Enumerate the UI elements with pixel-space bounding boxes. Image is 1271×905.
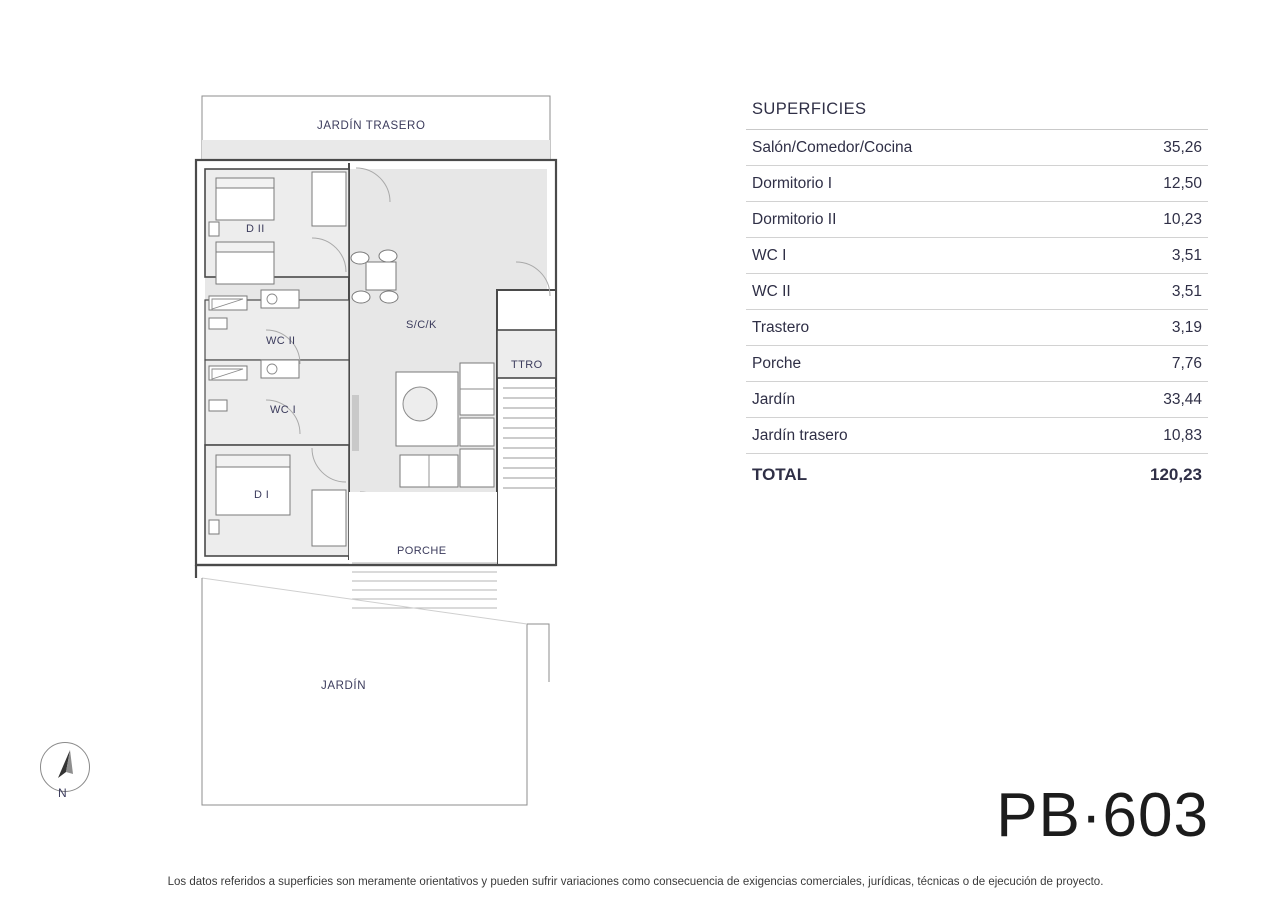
area-value: 12,50 — [1163, 175, 1202, 192]
areas-table-title: SUPERFICIES — [746, 96, 1208, 130]
table-row — [746, 382, 1208, 418]
area-value: 3,51 — [1171, 247, 1202, 264]
disclaimer-text: Los datos referidos a superficies son meramente orientativos y pueden sufrir variaciones como consecuencia de exigencias comerciales, jurídicas, técnicas o de ejecución de proyecto. — [167, 876, 1104, 888]
plan-label-wc-2: WC II — [266, 335, 296, 347]
table-row — [746, 166, 1208, 202]
area-value: 3,19 — [1171, 319, 1202, 336]
plan-label-living-kitchen: S/C/K — [406, 319, 437, 331]
plan-label-back-garden: JARDÍN TRASERO — [317, 120, 426, 132]
table-row — [746, 346, 1208, 382]
area-name: WC II — [752, 283, 791, 300]
area-name: WC I — [752, 247, 787, 264]
table-row-total — [746, 454, 1208, 493]
compass — [40, 742, 92, 814]
plan-label-bedroom-1: D I — [254, 489, 270, 501]
area-value: 10,83 — [1163, 427, 1202, 444]
total-value: 120,23 — [1150, 465, 1202, 484]
plan-label-wc-1: WC I — [270, 404, 297, 416]
area-name: Jardín — [752, 391, 796, 408]
table-row — [746, 418, 1208, 454]
plan-label-bedroom-2: D II — [246, 223, 265, 235]
compass-north-label: N — [58, 786, 67, 800]
table-row — [746, 274, 1208, 310]
table-row — [746, 310, 1208, 346]
table-row — [746, 130, 1208, 166]
area-value: 33,44 — [1163, 391, 1202, 408]
area-name: Dormitorio I — [752, 175, 833, 192]
plan-label-storage: TTRO — [511, 359, 543, 371]
area-name: Jardín trasero — [752, 427, 848, 444]
area-name: Trastero — [752, 319, 810, 336]
area-value: 10,23 — [1163, 211, 1202, 228]
area-value: 35,26 — [1163, 139, 1202, 156]
area-value: 7,76 — [1171, 355, 1202, 372]
area-value: 3,51 — [1171, 283, 1202, 300]
total-label: TOTAL — [752, 465, 808, 484]
area-name: Dormitorio II — [752, 211, 837, 228]
areas-table — [746, 96, 1208, 493]
table-row — [746, 202, 1208, 238]
table-row — [746, 238, 1208, 274]
area-name: Porche — [752, 355, 802, 372]
plan-label-front-garden: JARDÍN — [321, 680, 367, 692]
plan-label-porch: PORCHE — [397, 545, 447, 557]
plan-code: PB·603 — [996, 781, 1209, 850]
area-name: Salón/Comedor/Cocina — [752, 139, 913, 156]
